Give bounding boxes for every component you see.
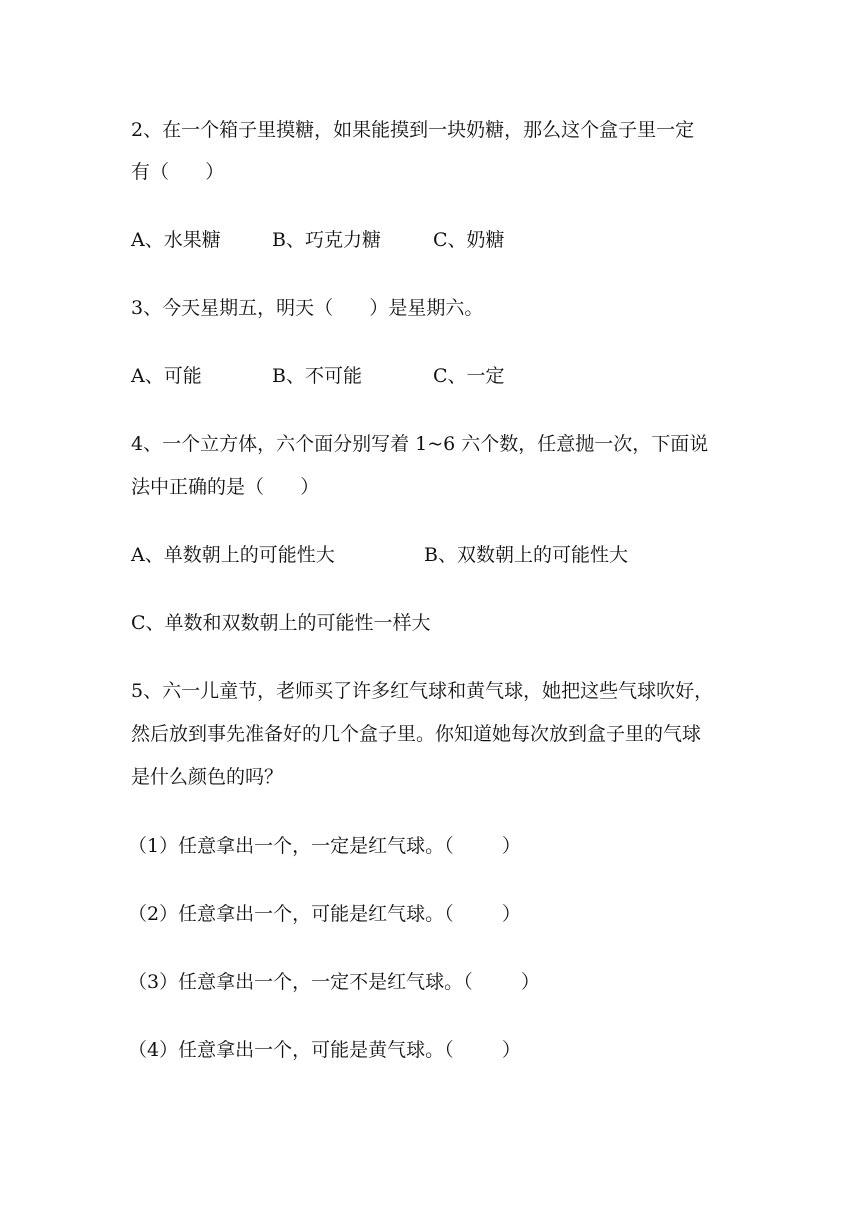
q3-text-line1: 3、今天星期五，明天（ ）是星期六。: [131, 297, 484, 319]
q3-option-a: A、可能: [131, 365, 202, 387]
q4-option-b: B、双数朝上的可能性大: [424, 544, 628, 566]
q2-text-line1: 2、在一个箱子里摸糖，如果能摸到一块奶糖，那么这个盒子里一定: [131, 119, 695, 141]
q4-option-c: C、单数和双数朝上的可能性一样大: [131, 612, 431, 634]
q5-text-line2: 然后放到事先准备好的几个盒子里。你知道她每次放到盒子里的气球: [131, 723, 702, 745]
q3-option-b: B、不可能: [272, 365, 362, 387]
q2-option-a: A、水果糖: [131, 229, 221, 251]
q5-item-2: （2）任意拿出一个，可能是红气球。（ ）: [128, 903, 521, 925]
q5-text-line1: 5、六一儿童节，老师买了许多红气球和黄气球，她把这些气球吹好，: [131, 680, 714, 702]
q5-item-1: （1）任意拿出一个，一定是红气球。（ ）: [128, 835, 521, 857]
q4-option-a: A、单数朝上的可能性大: [131, 544, 335, 566]
q5-item-3: （3）任意拿出一个，一定不是红气球。（ ）: [128, 971, 540, 993]
q5-item-4: （4）任意拿出一个，可能是黄气球。（ ）: [128, 1039, 521, 1061]
q2-text-line2: 有（ ）: [131, 161, 225, 183]
q4-text-line1: 4、一个立方体，六个面分别写着 1~6 六个数，任意抛一次，下面说: [131, 433, 709, 455]
q3-option-c: C、一定: [433, 365, 505, 387]
q2-option-b: B、巧克力糖: [272, 229, 381, 251]
q2-option-c: C、奶糖: [433, 229, 505, 251]
q4-text-line2: 法中正确的是（ ）: [131, 476, 320, 498]
q5-text-line3: 是什么颜色的吗？: [131, 766, 284, 788]
